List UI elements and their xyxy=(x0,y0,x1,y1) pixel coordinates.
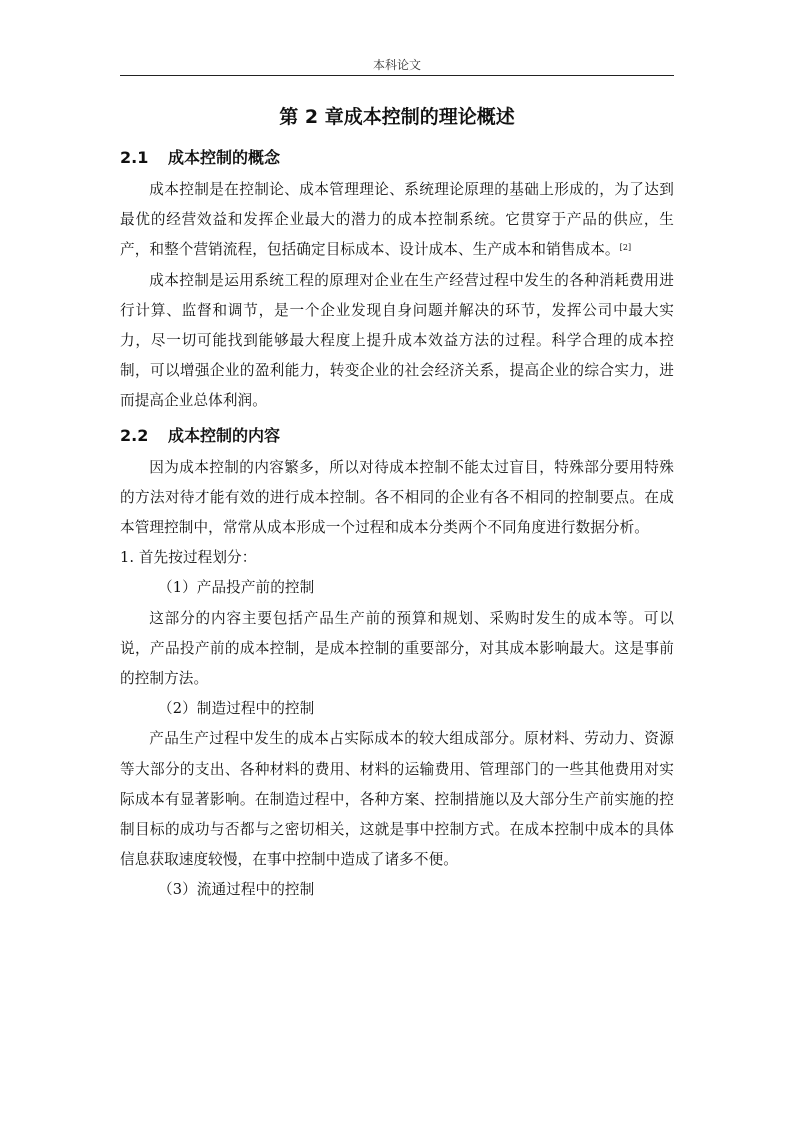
section-number: 2.1 xyxy=(120,148,149,167)
list-heading: 1. 首先按过程划分： xyxy=(120,549,257,567)
paragraph: 这部分的内容主要包括产品生产前的预算和规划、采购时发生的成本等。可以说，产品投产前的成本控制，是成本控制的重要部分，对其成本影响最大。这是事前的控制方法。 xyxy=(120,609,674,688)
header-divider xyxy=(120,75,674,76)
citation: [2] xyxy=(619,243,632,253)
document-body xyxy=(120,101,674,906)
paragraph xyxy=(120,175,674,266)
page-header: 本科论文 xyxy=(372,58,421,72)
paragraph-text: 成本控制是在控制论、成本管理理论、系统理论原理的基础上形成的，为了达到最优的经营效益和发挥企业最大的潜力的成本控制系统。它贯穿于产品的供应，生产，和整个营销流程，包括确定目标成本、设计成本、生产成本和销售成本。 xyxy=(120,181,674,259)
section-title-text: 成本控制的内容 xyxy=(168,425,281,445)
paragraph: 因为成本控制的内容繁多，所以对待成本控制不能太过盲目，特殊部分要用特殊的方法对待才能有效的进行成本控制。各不相同的企业有各不相同的控制要点。在成本管理控制中，常常从成本形成一个过程和成本分类两个不同角度进行数据分析。 xyxy=(120,458,674,537)
subsection-heading: （2）制造过程中的控制 xyxy=(158,700,315,718)
paragraph: 成本控制是运用系统工程的原理对企业在生产经营过程中发生的各种消耗费用进行计算、监督和调节，是一个企业发现自身问题并解决的环节，发挥公司中最大实力，尽一切可能找到能够最大程度上提升成本效益方法的过程。科学合理的成本控制，可以增强企业的盈利能力，转变企业的社会经济关系，提高企业的综合实力，进而提高企业总体利润。 xyxy=(120,271,674,410)
section-title-text: 成本控制的概念 xyxy=(168,148,281,167)
paragraph: 产品生产过程中发生的成本占实际成本的较大组成部分。原材料、劳动力、资源等大部分的支出、各种材料的费用、材料的运输费用、管理部门的一些其他费用对实际成本有显著影响。在制造过程中，各种方案、控制措施以及大部分生产前实施的控制目标的成功与否都与之密切相关，这就是事中控制方式。在成本控制中成本的具体信息获取速度较慢，在事中控制中造成了诸多不便。 xyxy=(120,730,674,869)
section-heading-2-1 xyxy=(120,143,674,173)
subsection-heading: （1）产品投产前的控制 xyxy=(158,579,315,597)
subsection-heading: （3）流通过程中的控制 xyxy=(158,881,315,899)
section-heading-2-2 xyxy=(120,421,674,451)
chapter-title: 第 2 章成本控制的理论概述 xyxy=(279,106,515,128)
section-number: 2.2 xyxy=(120,425,149,445)
